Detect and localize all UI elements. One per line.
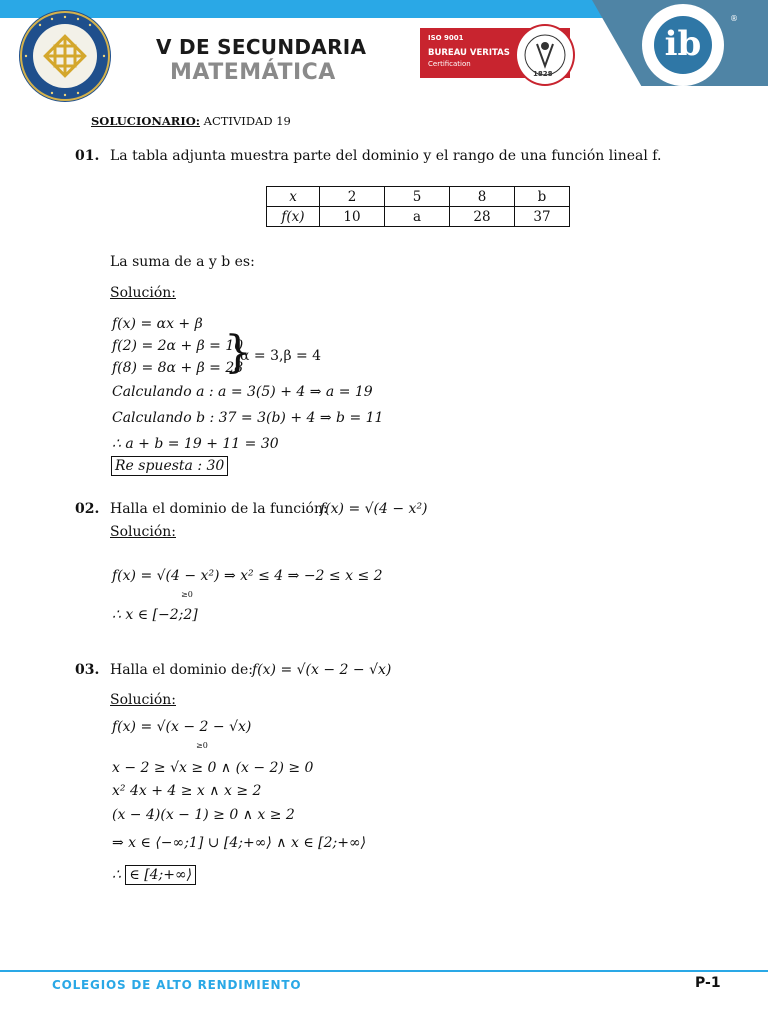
math-line: x − 2 ≥ √x ≥ 0 ∧ (x − 2) ≥ 0 (112, 760, 314, 776)
math-line: f(x) = αx + β (112, 316, 203, 332)
math-line: f(2) = 2α + β = 10 (112, 338, 244, 354)
underbrace-note: ≥0 (196, 741, 208, 750)
table-cell: f(x) (267, 207, 320, 227)
solution-label-2: Solución: (110, 524, 176, 540)
cert-name: BUREAU VERITAS (428, 48, 510, 58)
school-seal-logo (18, 9, 112, 103)
math-line: f(x) = √(x − 2 − √x) (112, 719, 252, 735)
right-brace: } (224, 327, 252, 378)
bureau-veritas-badge (420, 28, 570, 78)
math-line: f(x) = √(4 − x²) ⇒ x² ≤ 4 ⇒ −2 ≤ x ≤ 2 (112, 568, 383, 584)
ib-logo-mark: ib (654, 16, 712, 74)
page-number: P-1 (695, 975, 721, 991)
table-cell: 28 (450, 207, 515, 227)
bureau-veritas-seal-icon (515, 24, 575, 86)
cert-iso: ISO 9001 (428, 34, 464, 42)
worksheet-heading (91, 114, 291, 128)
table-cell: 37 (515, 207, 570, 227)
question-2-function: f(x) = √(4 − x²) (320, 501, 428, 517)
worksheet-label: SOLUCIONARIO: (91, 114, 200, 128)
table-cell: 5 (385, 187, 450, 207)
math-line: ∴ x ∈ [−2;2] (112, 607, 198, 623)
table-cell: 8 (450, 187, 515, 207)
question-3-function: f(x) = √(x − 2 − √x) (252, 662, 392, 678)
math-line: Calculando a : a = 3(5) + 4 ⇒ a = 19 (112, 384, 373, 400)
page-title-grade: V DE SECUNDARIA (156, 35, 367, 59)
math-line: α = 3,β = 4 (240, 348, 322, 364)
answer-text: Re spuesta : 30 (111, 456, 228, 476)
question-2-number: 02. (75, 501, 100, 517)
math-line: f(8) = 8α + β = 28 (112, 360, 244, 376)
cert-label: Certification (428, 60, 471, 68)
function-table (266, 186, 570, 227)
answer-text: ∈ [4;+∞⟩ (125, 865, 196, 885)
solution-label-3: Solución: (110, 692, 176, 708)
table-cell: b (515, 187, 570, 207)
question-1-prompt: La suma de a y b es: (110, 254, 255, 270)
question-1-number: 01. (75, 148, 100, 164)
answer-box-1 (111, 458, 228, 474)
math-line: ∴ a + b = 19 + 11 = 30 (112, 436, 279, 452)
table-cell: a (385, 207, 450, 227)
ib-logo (642, 4, 724, 86)
therefore-symbol: ∴ (112, 867, 121, 883)
solution-label-1: Solución: (110, 285, 176, 301)
question-2-text: Halla el dominio de la función: (110, 501, 328, 517)
cert-year: 1828 (533, 70, 553, 78)
question-3-text: Halla el dominio de: (110, 662, 254, 678)
table-cell: 2 (320, 187, 385, 207)
table-cell: 10 (320, 207, 385, 227)
question-3-number: 03. (75, 662, 100, 678)
registered-mark: ® (730, 14, 738, 23)
math-line: Calculando b : 37 = 3(b) + 4 ⇒ b = 11 (112, 410, 384, 426)
table-row-fx (267, 207, 570, 227)
footer-school-name: COLEGIOS DE ALTO RENDIMIENTO (52, 978, 302, 992)
footer-rule (0, 970, 768, 972)
table-row-x (267, 187, 570, 207)
table-cell: x (267, 187, 320, 207)
math-line: (x − 4)(x − 1) ≥ 0 ∧ x ≥ 2 (112, 807, 295, 823)
answer-box-3 (112, 867, 196, 883)
worksheet-activity: ACTIVIDAD 19 (203, 114, 291, 128)
question-1-text: La tabla adjunta muestra parte del dominio y el rango de una función lineal f. (110, 148, 662, 164)
math-line: ⇒ x ∈ ⟨−∞;1] ∪ [4;+∞⟩ ∧ x ∈ [2;+∞⟩ (112, 835, 367, 851)
underbrace-note: ≥0 (181, 590, 193, 599)
math-line: x² 4x + 4 ≥ x ∧ x ≥ 2 (112, 783, 262, 799)
page-title-subject: MATEMÁTICA (170, 60, 336, 85)
